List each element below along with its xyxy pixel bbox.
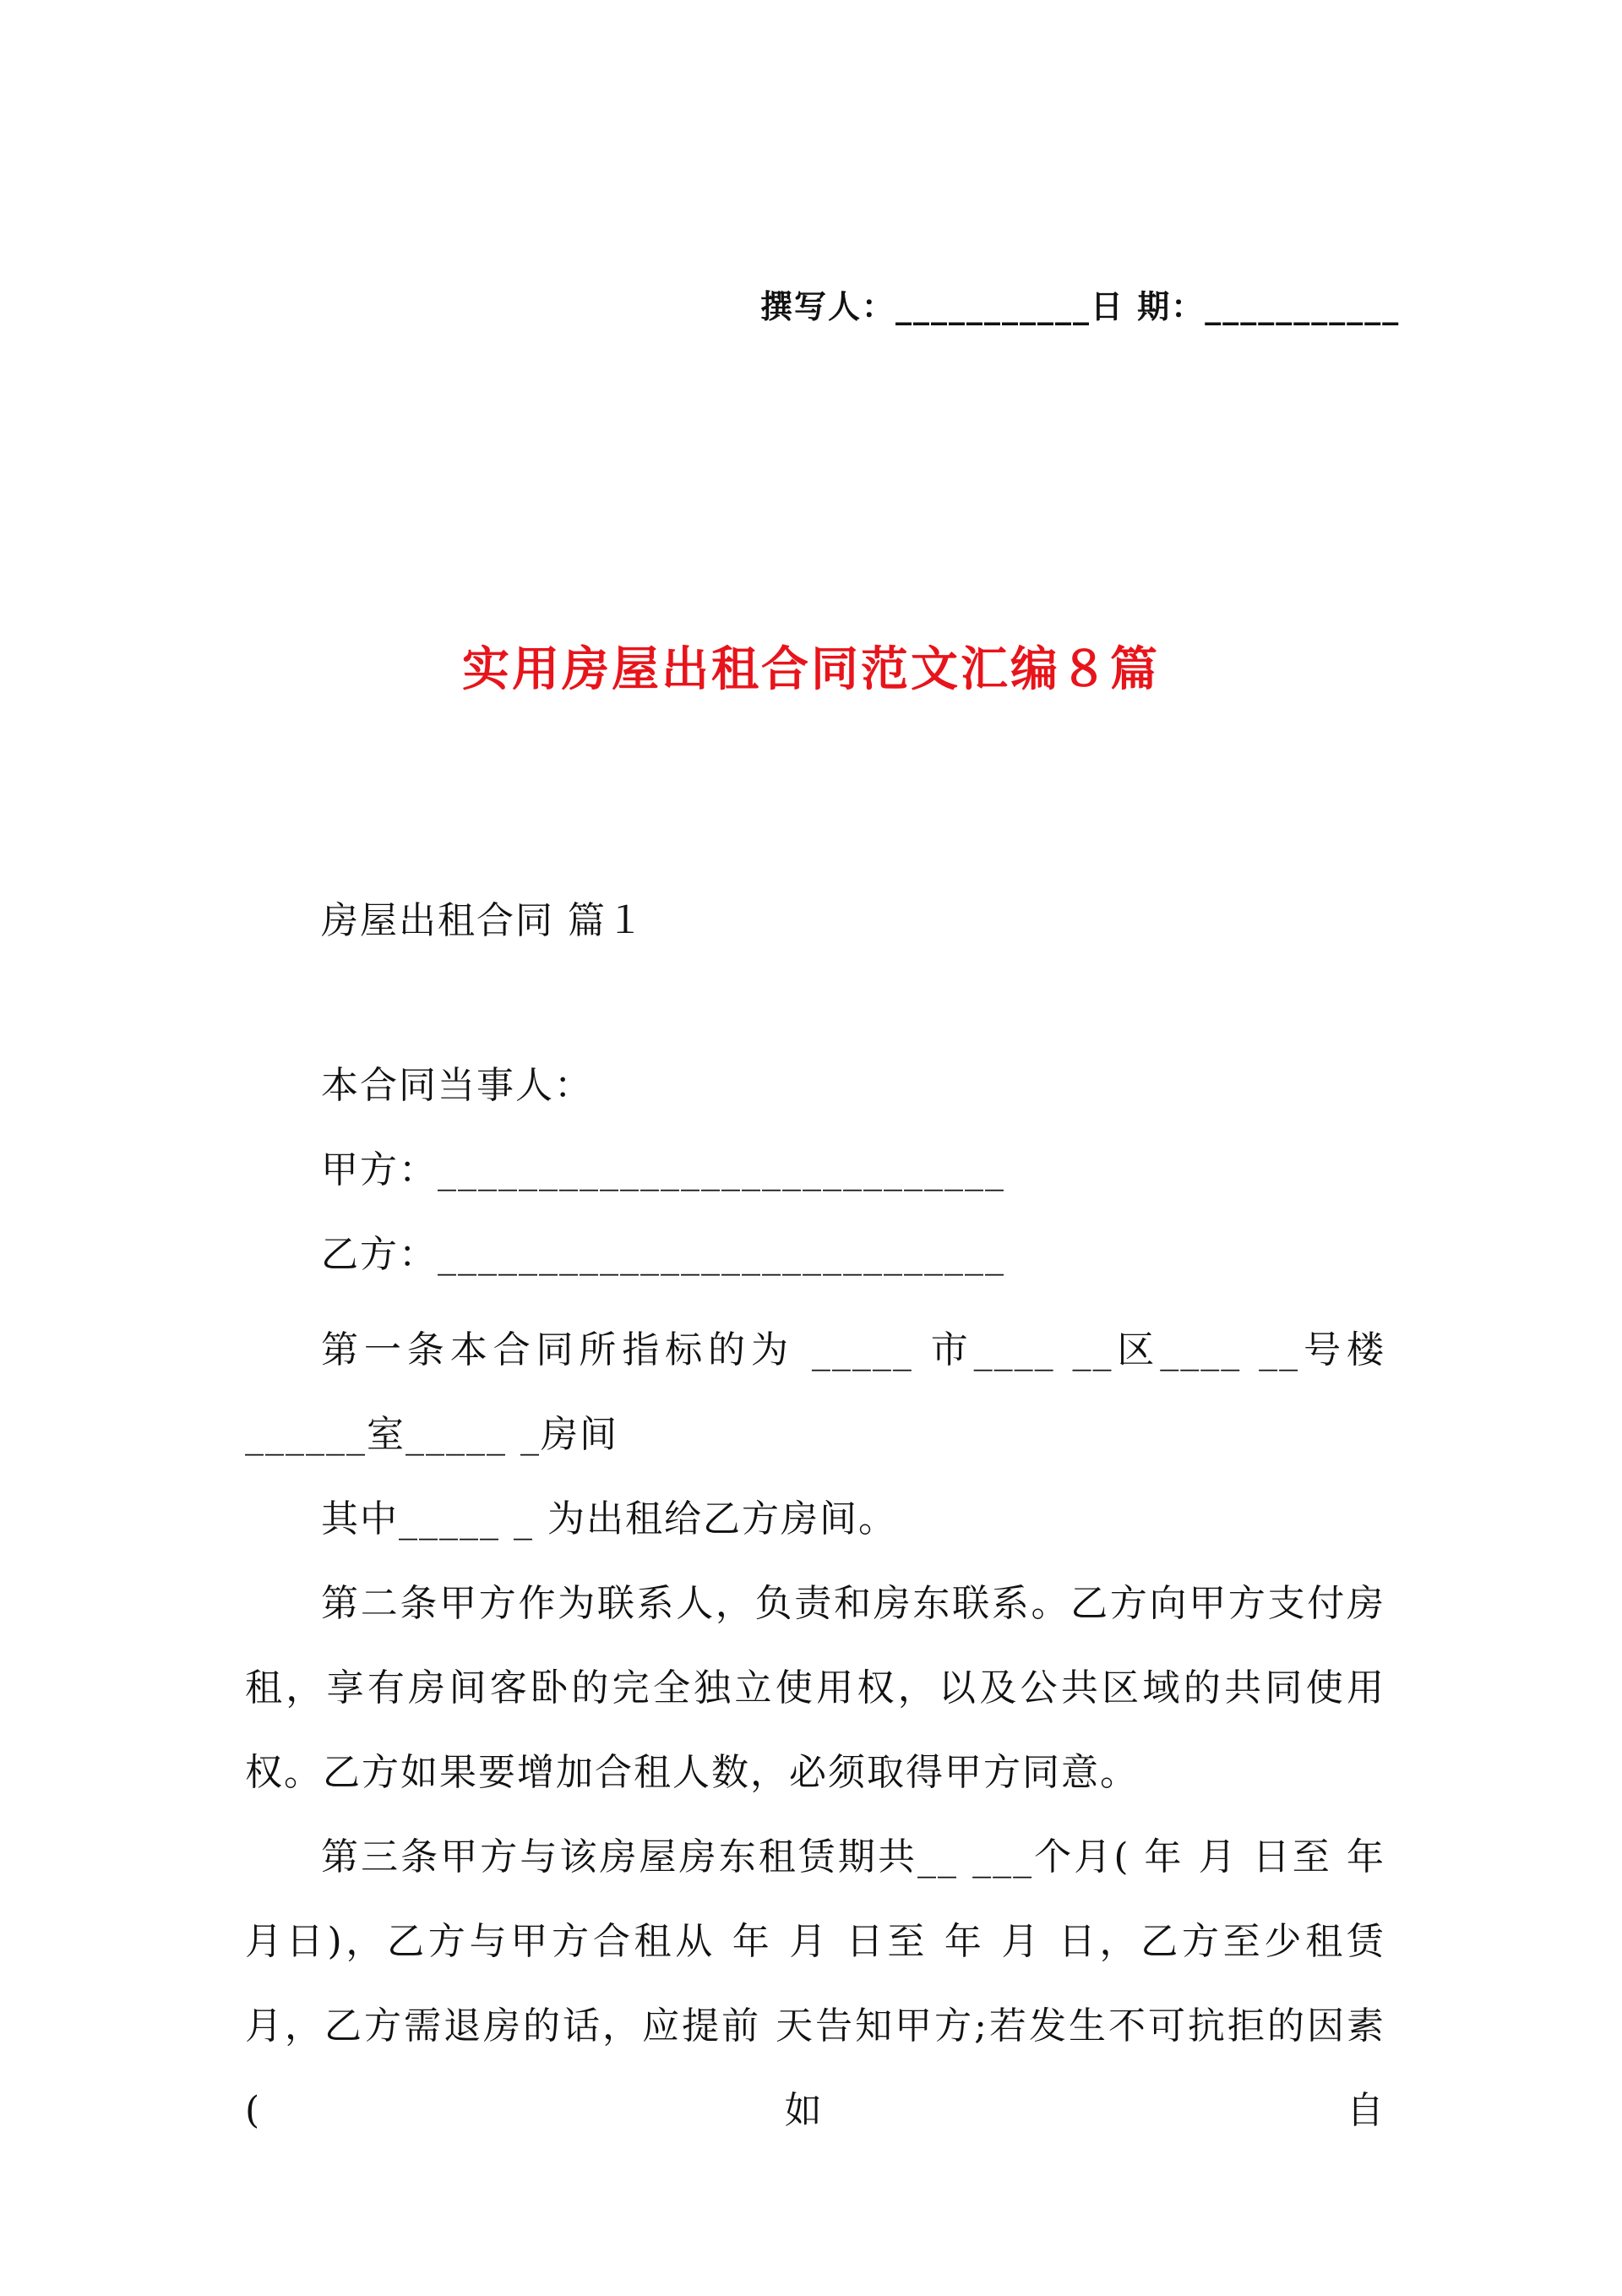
clause-2: 第二条甲方作为联系人，负责和房东联系。乙方向甲方支付房租，享有房间客卧的完全独立使用权，以及公共区域的共同使用权。乙方如果要增加合租人数，必须取得甲方同意。 (245, 1582, 1385, 1794)
contract-body (245, 1308, 1385, 2153)
parties-intro: 本合同当事人： (321, 1064, 593, 1107)
document-title: 实用房屋出租合同范文汇编８篇 (462, 641, 1160, 697)
clause-3: 第三条甲方与该房屋房东租赁期共__ ___个月( 年 月 日至 年 月日)，乙方与甲方合租从 年 月 日至 年 月 日，乙方至少租赁 月，乙方需退房的话，应提前 天告知甲方;若发生不可抗拒的因素(如自 (245, 1835, 1385, 2132)
section-heading: 房屋出租合同 篇１ (321, 899, 645, 942)
author-date-line: 撰写人：___________日 期：___________ (760, 287, 1401, 325)
clause-1-detail: 其中_____ _ 为出租给乙方房间。 (321, 1497, 897, 1541)
party-b-line: 乙方：____________________________ (321, 1233, 1005, 1276)
clause-1: 第一条本合同所指标的为 _____ 市____ __区____ __号楼______室_____ _房间 (245, 1328, 1385, 1456)
party-a-line: 甲方：____________________________ (321, 1148, 1005, 1192)
